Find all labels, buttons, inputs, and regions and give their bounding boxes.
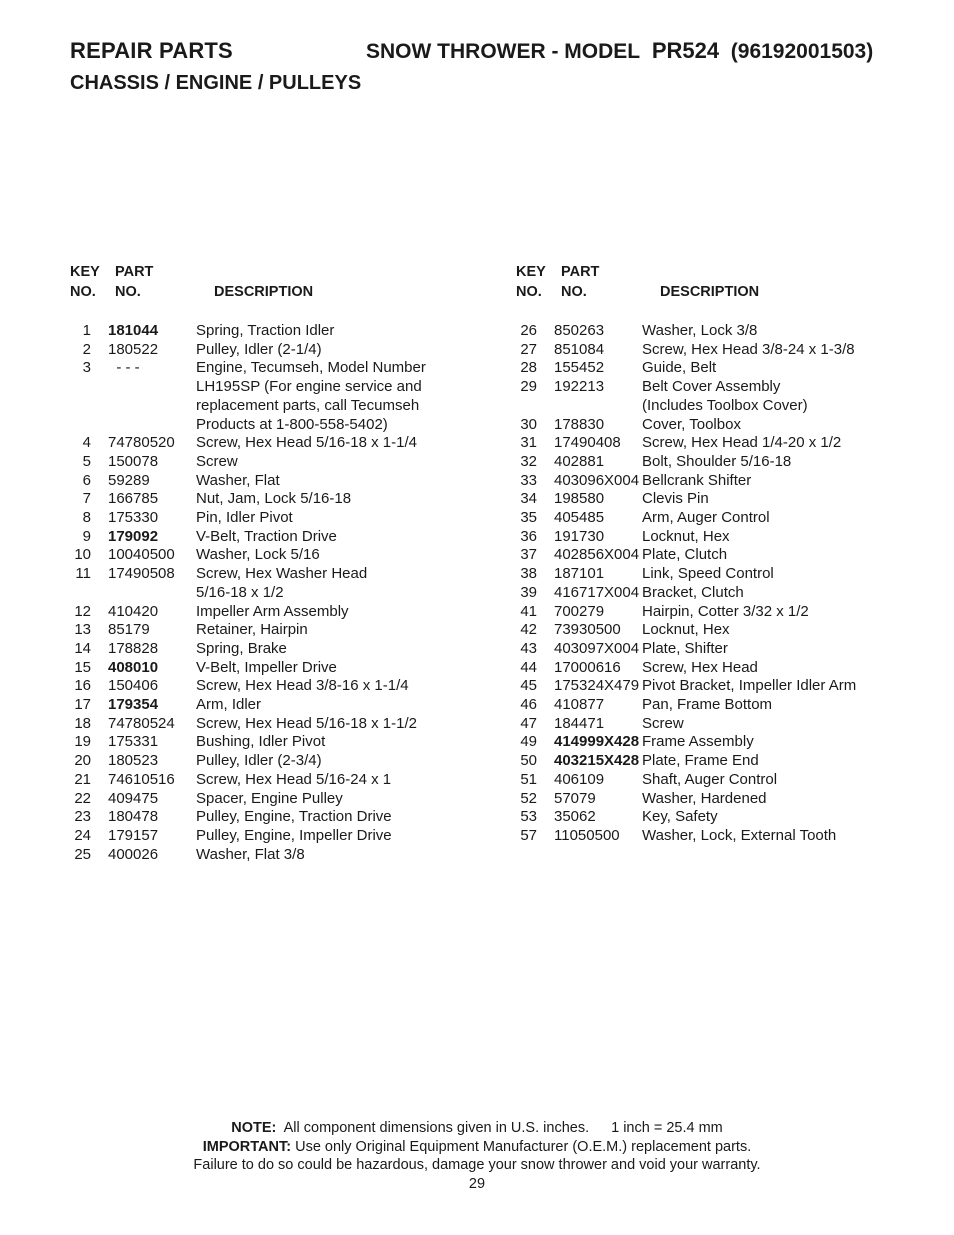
part-number: 416717X004 bbox=[554, 583, 640, 601]
part-description: Locknut, Hex bbox=[642, 527, 730, 545]
part-number: 198580 bbox=[554, 490, 605, 508]
part-number: 850263 bbox=[554, 322, 605, 339]
parts-list-left bbox=[70, 322, 510, 864]
table-header bbox=[516, 264, 954, 304]
part-description: Clevis Pin bbox=[642, 490, 709, 508]
part-number: 155452 bbox=[554, 359, 605, 377]
part-number: 178830 bbox=[554, 415, 605, 433]
key-number: 41 bbox=[520, 602, 537, 620]
key-number: 36 bbox=[520, 527, 537, 545]
key-number: 51 bbox=[520, 770, 537, 788]
part-number: 179157 bbox=[108, 826, 159, 844]
key-number: 20 bbox=[74, 752, 91, 770]
part-number: 180522 bbox=[108, 340, 159, 358]
part-number: 405485 bbox=[554, 509, 605, 527]
key-number: 16 bbox=[74, 677, 91, 695]
conversion-text: 1 inch = 25.4 mm bbox=[611, 1120, 723, 1136]
part-description: Guide, Belt bbox=[642, 359, 717, 377]
key-number: 23 bbox=[74, 808, 91, 826]
part-description: Washer, Flat 3/8 bbox=[196, 845, 305, 863]
part-description: Screw, Hex Head 5/16-24 x 1 bbox=[196, 770, 392, 788]
part-description: Pin, Idler Pivot bbox=[196, 509, 293, 527]
key-number: 39 bbox=[520, 583, 537, 601]
part-description: Retainer, Hairpin bbox=[196, 621, 308, 639]
table-header bbox=[70, 264, 510, 304]
part-description: Plate, Frame End bbox=[642, 752, 759, 770]
key-number: 57 bbox=[520, 826, 537, 844]
part-description: Bellcrank Shifter bbox=[642, 471, 752, 489]
table-row bbox=[516, 453, 954, 472]
table-row bbox=[516, 696, 954, 715]
table-row bbox=[70, 341, 510, 360]
key-number: 15 bbox=[74, 658, 91, 676]
key-number: 52 bbox=[520, 789, 537, 807]
table-row bbox=[516, 790, 954, 809]
key-number: 29 bbox=[520, 378, 537, 396]
table-row bbox=[70, 790, 510, 809]
description-header: DESCRIPTION bbox=[214, 284, 314, 300]
part-description: Engine, Tecumseh, Model Number LH195SP (For engine service and replacement parts, call Tecumseh Products at 1-800-558-5402) bbox=[196, 359, 426, 433]
table-row bbox=[516, 509, 954, 528]
model-title bbox=[366, 38, 873, 64]
part-header-line1: PART bbox=[115, 264, 154, 280]
parts-table-left bbox=[70, 264, 510, 863]
key-number: 30 bbox=[520, 415, 537, 433]
table-row bbox=[70, 771, 510, 790]
key-number: 11 bbox=[75, 565, 91, 583]
part-number: 851084 bbox=[554, 340, 605, 358]
part-number: 400026 bbox=[108, 845, 159, 863]
part-description: Pan, Frame Bottom bbox=[642, 696, 773, 714]
part-description: Nut, Jam, Lock 5/16-18 bbox=[196, 490, 352, 508]
table-row bbox=[516, 640, 954, 659]
part-number: - - - bbox=[108, 359, 140, 377]
part-number: 187101 bbox=[554, 565, 605, 583]
note-label: NOTE: bbox=[231, 1120, 277, 1136]
part-number: 175331 bbox=[108, 733, 159, 751]
part-description: Washer, Lock, External Tooth bbox=[642, 826, 837, 844]
part-number: 178828 bbox=[108, 639, 159, 657]
key-number: 53 bbox=[520, 808, 537, 826]
table-row bbox=[70, 659, 510, 678]
part-description: V-Belt, Traction Drive bbox=[196, 527, 337, 545]
description-header: DESCRIPTION bbox=[660, 284, 760, 300]
part-description: Screw, Hex Washer Head 5/16-18 x 1/2 bbox=[196, 565, 368, 601]
table-row bbox=[70, 490, 510, 509]
table-row bbox=[70, 640, 510, 659]
key-header-line2: NO. bbox=[70, 284, 96, 300]
table-row bbox=[516, 565, 954, 584]
table-row bbox=[70, 752, 510, 771]
key-header-line1: KEY bbox=[516, 264, 546, 280]
note-text: All component dimensions given in U.S. inches. bbox=[283, 1120, 590, 1136]
key-number: 12 bbox=[74, 602, 91, 620]
table-row bbox=[70, 621, 510, 640]
key-number: 49 bbox=[520, 733, 537, 751]
key-number: 47 bbox=[520, 714, 537, 732]
part-number: 403097X004 bbox=[554, 639, 640, 657]
part-description: Belt Cover Assembly (Includes Toolbox Cover) bbox=[642, 378, 808, 414]
part-number: 150078 bbox=[108, 452, 159, 470]
part-number: 414999X428 bbox=[554, 733, 640, 751]
part-description: Spring, Brake bbox=[196, 639, 287, 657]
part-number: 403096X004 bbox=[554, 471, 640, 489]
part-description: Arm, Auger Control bbox=[642, 509, 770, 527]
key-number: 27 bbox=[520, 340, 537, 358]
part-number: 10040500 bbox=[108, 546, 175, 564]
part-description: Screw, Hex Head 3/8-16 x 1-1/4 bbox=[196, 677, 409, 695]
table-row bbox=[70, 696, 510, 715]
part-number: 59289 bbox=[108, 471, 150, 489]
page-header bbox=[70, 38, 914, 66]
table-row bbox=[516, 472, 954, 491]
table-row bbox=[516, 434, 954, 453]
key-number: 21 bbox=[74, 770, 91, 788]
part-description: Pivot Bracket, Impeller Idler Arm bbox=[642, 677, 857, 695]
part-number: 175324X479 bbox=[554, 677, 640, 695]
part-description: Cover, Toolbox bbox=[642, 415, 741, 433]
part-description: Plate, Shifter bbox=[642, 639, 728, 657]
key-number: 50 bbox=[520, 752, 537, 770]
part-number: 35062 bbox=[554, 808, 596, 826]
table-row bbox=[516, 490, 954, 509]
parts-list-right bbox=[516, 322, 954, 846]
table-row bbox=[516, 677, 954, 696]
part-description: Screw, Hex Head bbox=[642, 658, 758, 676]
key-number: 3 bbox=[82, 359, 91, 377]
part-description: Spring, Traction Idler bbox=[196, 322, 335, 339]
key-number: 14 bbox=[74, 639, 91, 657]
part-number: 406109 bbox=[554, 770, 605, 788]
part-description: Screw bbox=[196, 452, 238, 470]
key-number: 24 bbox=[74, 826, 91, 844]
part-description: Shaft, Auger Control bbox=[642, 770, 778, 788]
part-number: 180478 bbox=[108, 808, 159, 826]
table-row bbox=[70, 509, 510, 528]
key-number: 9 bbox=[82, 527, 91, 545]
part-description: Pulley, Idler (2-3/4) bbox=[196, 752, 322, 770]
key-number: 6 bbox=[82, 471, 91, 489]
table-row bbox=[516, 584, 954, 603]
part-number: 403215X428 bbox=[554, 752, 640, 770]
part-number: 179354 bbox=[108, 696, 159, 714]
model-name: PR524 bbox=[651, 38, 720, 63]
part-number: 402881 bbox=[554, 452, 605, 470]
part-number: 184471 bbox=[554, 714, 605, 732]
table-row bbox=[70, 603, 510, 622]
part-number: 11050500 bbox=[554, 826, 620, 844]
table-row bbox=[516, 359, 954, 378]
key-number: 34 bbox=[520, 490, 537, 508]
table-row bbox=[70, 808, 510, 827]
table-row bbox=[516, 808, 954, 827]
key-number: 13 bbox=[74, 621, 91, 639]
important-text: Use only Original Equipment Manufacturer (O.E.M.) replacement parts. bbox=[295, 1138, 752, 1155]
part-description: Washer, Lock 3/8 bbox=[642, 322, 758, 339]
part-description: Locknut, Hex bbox=[642, 621, 730, 639]
part-description: Screw, Hex Head 5/16-18 x 1-1/2 bbox=[196, 714, 417, 732]
part-description: Bushing, Idler Pivot bbox=[196, 733, 326, 751]
table-row bbox=[516, 752, 954, 771]
key-number: 2 bbox=[82, 340, 91, 358]
key-number: 38 bbox=[520, 565, 537, 583]
key-number: 5 bbox=[82, 452, 91, 470]
table-row bbox=[516, 621, 954, 640]
table-row bbox=[516, 733, 954, 752]
model-number: (96192001503) bbox=[730, 40, 874, 63]
part-header-line2: NO. bbox=[561, 284, 587, 300]
table-row bbox=[70, 733, 510, 752]
table-row bbox=[516, 378, 954, 415]
key-number: 8 bbox=[82, 509, 91, 527]
part-number: 410877 bbox=[554, 696, 605, 714]
section-title: REPAIR PARTS bbox=[70, 38, 233, 63]
part-description: Link, Speed Control bbox=[642, 565, 774, 583]
part-number: 402856X004 bbox=[554, 546, 640, 564]
key-number: 42 bbox=[520, 621, 537, 639]
table-row bbox=[516, 322, 954, 341]
table-row bbox=[516, 827, 954, 846]
table-row bbox=[516, 341, 954, 360]
table-row bbox=[70, 528, 510, 547]
part-description: Screw bbox=[642, 714, 684, 732]
page-footer bbox=[0, 1119, 954, 1193]
part-number: 150406 bbox=[108, 677, 159, 695]
key-number: 19 bbox=[74, 733, 91, 751]
part-description: V-Belt, Impeller Drive bbox=[196, 658, 337, 676]
part-description: Impeller Arm Assembly bbox=[196, 602, 349, 620]
key-number: 7 bbox=[82, 490, 91, 508]
part-description: Arm, Idler bbox=[196, 696, 262, 714]
table-row bbox=[516, 715, 954, 734]
key-header-line1: KEY bbox=[70, 264, 100, 280]
key-number: 37 bbox=[520, 546, 537, 564]
part-description: Hairpin, Cotter 3/32 x 1/2 bbox=[642, 602, 809, 620]
key-header-line2: NO. bbox=[516, 284, 542, 300]
important-line bbox=[0, 1138, 954, 1157]
table-row bbox=[70, 715, 510, 734]
table-row bbox=[70, 322, 510, 341]
part-number: 73930500 bbox=[554, 621, 621, 639]
part-number: 166785 bbox=[108, 490, 159, 508]
key-number: 1 bbox=[82, 322, 91, 339]
part-number: 181044 bbox=[108, 322, 159, 339]
part-description: Bracket, Clutch bbox=[642, 583, 744, 601]
part-header-line1: PART bbox=[561, 264, 600, 280]
part-number: 74780524 bbox=[108, 714, 175, 732]
table-row bbox=[70, 472, 510, 491]
key-number: 26 bbox=[520, 322, 537, 339]
part-number: 192213 bbox=[554, 378, 605, 396]
table-row bbox=[70, 677, 510, 696]
part-description: Pulley, Idler (2-1/4) bbox=[196, 340, 322, 358]
part-number: 409475 bbox=[108, 789, 159, 807]
part-description: Spacer, Engine Pulley bbox=[196, 789, 343, 807]
part-description: Frame Assembly bbox=[642, 733, 754, 751]
part-number: 85179 bbox=[108, 621, 150, 639]
part-number: 17000616 bbox=[554, 658, 621, 676]
part-description: Screw, Hex Head 3/8-24 x 1-3/8 bbox=[642, 340, 855, 358]
part-description: Screw, Hex Head 1/4-20 x 1/2 bbox=[642, 434, 842, 452]
part-number: 74610516 bbox=[108, 770, 175, 788]
part-description: Plate, Clutch bbox=[642, 546, 728, 564]
table-row bbox=[70, 453, 510, 472]
part-description: Pulley, Engine, Impeller Drive bbox=[196, 826, 392, 844]
part-description: Key, Safety bbox=[642, 808, 718, 826]
table-row bbox=[516, 659, 954, 678]
key-number: 28 bbox=[520, 359, 537, 377]
key-number: 43 bbox=[520, 639, 537, 657]
table-row bbox=[70, 546, 510, 565]
key-number: 25 bbox=[74, 845, 91, 863]
part-description: Screw, Hex Head 5/16-18 x 1-1/4 bbox=[196, 434, 417, 452]
key-number: 44 bbox=[520, 658, 537, 676]
table-row bbox=[516, 546, 954, 565]
part-number: 410420 bbox=[108, 602, 159, 620]
key-number: 32 bbox=[520, 452, 537, 470]
key-number: 45 bbox=[520, 677, 537, 695]
part-number: 17490508 bbox=[108, 565, 175, 583]
warning-line: Failure to do so could be hazardous, damage your snow thrower and void your warranty. bbox=[193, 1157, 761, 1174]
part-description: Washer, Hardened bbox=[642, 789, 767, 807]
key-number: 18 bbox=[74, 714, 91, 732]
key-number: 31 bbox=[520, 434, 537, 452]
key-number: 17 bbox=[74, 696, 91, 714]
part-description: Washer, Lock 5/16 bbox=[196, 546, 320, 564]
table-row bbox=[516, 416, 954, 435]
part-number: 17490408 bbox=[554, 434, 621, 452]
table-row bbox=[70, 434, 510, 453]
table-row bbox=[516, 771, 954, 790]
key-number: 33 bbox=[520, 471, 537, 489]
parts-table-right bbox=[516, 264, 954, 844]
part-number: 191730 bbox=[554, 527, 605, 545]
page-number: 29 bbox=[468, 1175, 486, 1192]
note-line bbox=[0, 1119, 954, 1138]
part-description: Bolt, Shoulder 5/16-18 bbox=[642, 452, 792, 470]
key-number: 46 bbox=[520, 696, 537, 714]
table-row bbox=[516, 603, 954, 622]
part-number: 700279 bbox=[554, 602, 605, 620]
part-number: 175330 bbox=[108, 509, 159, 527]
key-number: 22 bbox=[74, 789, 91, 807]
part-number: 57079 bbox=[554, 789, 596, 807]
key-number: 10 bbox=[74, 546, 91, 564]
table-row bbox=[70, 359, 510, 434]
table-row bbox=[70, 827, 510, 846]
page-subtitle: CHASSIS / ENGINE / PULLEYS bbox=[70, 72, 362, 94]
table-row bbox=[70, 565, 510, 602]
part-description: Washer, Flat bbox=[196, 471, 280, 489]
part-number: 74780520 bbox=[108, 434, 175, 452]
part-number: 408010 bbox=[108, 658, 159, 676]
product-label: SNOW THROWER - MODEL bbox=[366, 40, 641, 63]
important-label: IMPORTANT: bbox=[202, 1138, 292, 1155]
key-number: 35 bbox=[520, 509, 537, 527]
table-row bbox=[516, 528, 954, 547]
table-row bbox=[70, 846, 510, 865]
part-number: 179092 bbox=[108, 527, 159, 545]
part-description: Pulley, Engine, Traction Drive bbox=[196, 808, 392, 826]
part-number: 180523 bbox=[108, 752, 159, 770]
key-number: 4 bbox=[82, 434, 91, 452]
part-header-line2: NO. bbox=[115, 284, 141, 300]
